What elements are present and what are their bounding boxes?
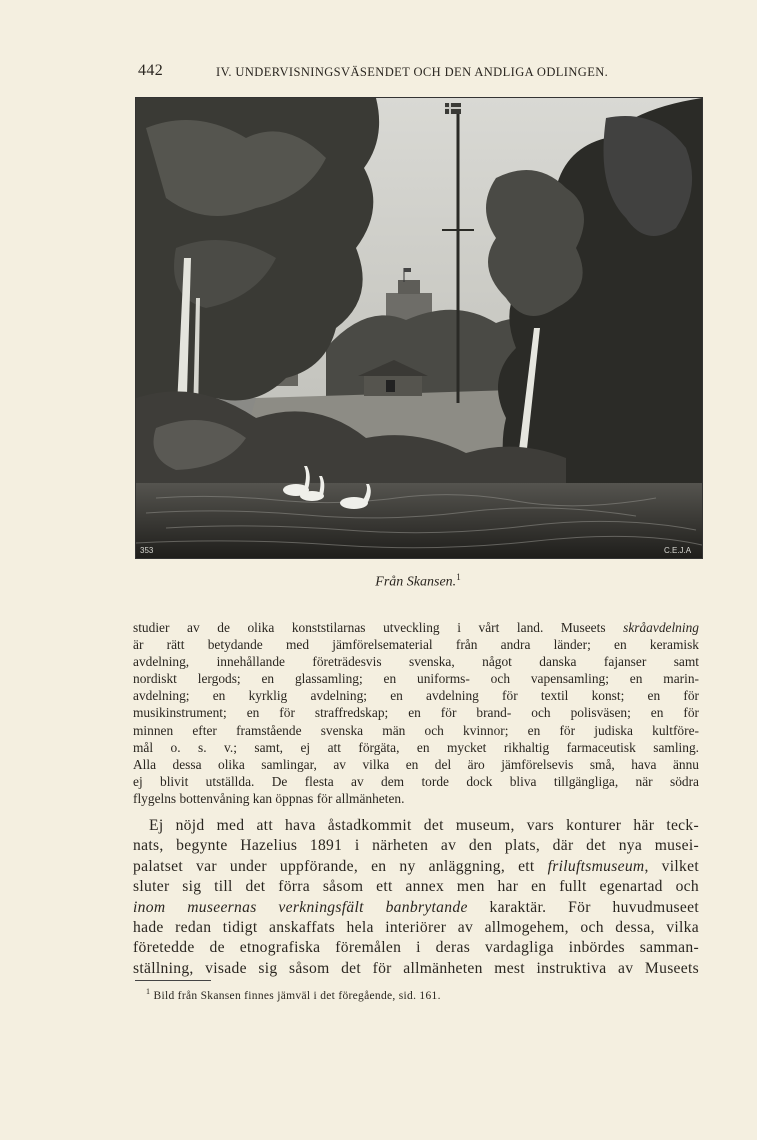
- text-line: flygelns bottenvåning kan öppnas för allmänheten.: [133, 790, 405, 806]
- emphasis-banbrytande: inom museernas verkningsfält banbrytande: [133, 898, 468, 916]
- text-line: är rätt betydande med jämförelsematerial från andra länder; en keramisk: [133, 637, 699, 653]
- plate-number: 353: [140, 546, 154, 555]
- caption-note-ref: 1: [456, 572, 461, 582]
- running-title: IV. UNDERVISNINGSVÄSENDET OCH DEN ANDLIGA ODLINGEN.: [216, 65, 609, 79]
- emphasis-friluftsmuseum: friluftsmuseum: [547, 857, 645, 875]
- text-line: sluter sig till det förra såsom ett annex men har en fullt egenartad och: [133, 878, 699, 896]
- footnote: [146, 987, 706, 1002]
- page-number: 442: [138, 62, 164, 79]
- text-line: hade redan tidigt anskaffats hela interiörer av allmogehem, och dessa, vilka: [133, 919, 699, 937]
- text-line: Ej nöjd med att hava åstadkommit det museum, vars konturer här teck-: [149, 817, 699, 834]
- text-line: nordiskt lergods; en glassamling; en uniforms- och vapensamling; en marin-: [133, 671, 699, 687]
- skansen-photograph: [135, 97, 703, 559]
- text-line: företedde de etnografiska föremålen i deras vardagliga inbördes samman-: [133, 939, 699, 957]
- photo-caption: [135, 572, 701, 591]
- footnote-number: 1: [146, 987, 151, 996]
- text-line: ej blivit utställda. De flesta av dem torde dock bliva tillgängliga, när södra: [133, 773, 699, 789]
- text-line: ställning, visade sig såsom det för allmänheten mest instruktiva av Museets: [133, 959, 699, 977]
- text-line: palatset var under uppförande, en ny anläggning, ett friluftsmuseum, vilket: [133, 857, 699, 875]
- text-line: avdelning; en kyrklig avdelning; en avdelning för textil konst; en för: [133, 688, 699, 704]
- text-line: mål o. s. v.; samt, ej att förgäta, en mycket rikhaltig farmaceutisk samling.: [133, 739, 699, 755]
- text-line: musikinstrument; en för straffredskap; en för brand- och polisväsen; en för: [133, 705, 699, 721]
- footnote-text: Bild från Skansen finnes jämväl i det föregående, sid. 161.: [153, 989, 441, 1002]
- text-line: minnen efter framstående svenska män och kvinnor; en för judiska kultföre-: [133, 722, 699, 738]
- text-line: avdelning, innehållande företrädesvis svenska, något danska fajanser samt: [133, 654, 699, 670]
- text-line: nats, begynte Hazelius 1891 i närheten av den plats, där det nya musei-: [133, 837, 699, 855]
- caption-text: Från Skansen.: [375, 574, 457, 590]
- page-header: [138, 62, 698, 82]
- footnote-rule: [135, 980, 211, 981]
- paragraph-small-print: [133, 619, 699, 807]
- text-line: Alla dessa olika samlingar, av vilka en del äro jämförelsevis små, hava ännu: [133, 756, 699, 772]
- paragraph-main: [133, 816, 699, 979]
- photo-illustration: [136, 98, 702, 558]
- text-line: studier av de olika konststilarnas utveckling i vårt land. Museets skråavdelning: [133, 620, 699, 635]
- text-line: inom museernas verkningsfält banbrytande karaktär. För huvudmuseet: [133, 898, 699, 916]
- plate-mark: C.E.J.A: [664, 546, 692, 555]
